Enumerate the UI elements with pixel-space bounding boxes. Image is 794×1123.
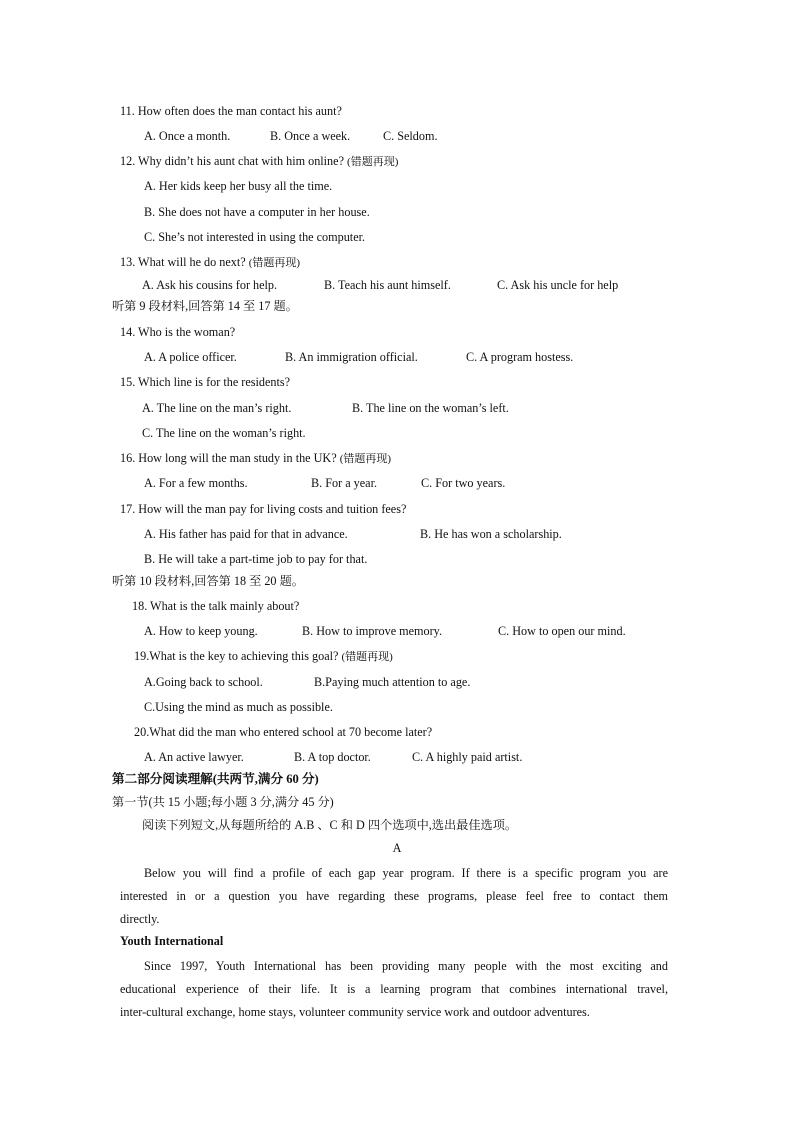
q18-option-b: B. How to improve memory.: [302, 624, 443, 638]
part-2-title: 第二部分阅读理解(共两节,满分 60 分): [112, 772, 319, 786]
q17-option-a: A. His father has paid for that in advance.: [144, 527, 348, 541]
q13-stem: 13. What will he do next?: [120, 255, 246, 269]
q19-option-c: C.Using the mind as much as possible.: [144, 700, 333, 714]
q16-option-a: A. For a few months.: [144, 476, 248, 490]
intro-line-3: directly.: [120, 912, 160, 926]
q13-option-b: B. Teach his aunt himself.: [324, 278, 451, 292]
q12-stem-line: [120, 153, 398, 170]
q20-option-a: A. An active lawyer.: [144, 750, 244, 764]
q12-option-a: A. Her kids keep her busy all the time.: [144, 179, 333, 193]
q19-stem-line: [134, 648, 393, 665]
program-line-1: Since 1997, Youth International has been providing many people with the most exciting and: [144, 959, 668, 973]
q12-stem: 12. Why didn’t his aunt chat with him online?: [120, 154, 344, 168]
q18-stem: 18. What is the talk mainly about?: [132, 599, 300, 613]
q20-option-c: C. A highly paid artist.: [412, 750, 523, 764]
q14-option-b: B. An immigration official.: [285, 350, 418, 364]
q13-option-a: A. Ask his cousins for help.: [142, 278, 278, 292]
q15-stem: 15. Which line is for the residents?: [120, 375, 291, 389]
q19-option-a: A.Going back to school.: [144, 675, 263, 689]
q17-stem: 17. How will the man pay for living costs and tuition fees?: [120, 502, 407, 516]
intro-line-1: Below you will find a profile of each gap year program. If there is a specific program you are: [144, 866, 668, 880]
passage-letter: A: [392, 841, 402, 855]
q20-stem: 20.What did the man who entered school at 70 become later?: [134, 725, 433, 739]
q13-option-c: C. Ask his uncle for help: [497, 278, 619, 292]
reading-instruction: 阅读下列短文,从每题所给的 A.B 、C 和 D 四个选项中,选出最佳选项。: [142, 818, 518, 832]
q14-stem: 14. Who is the woman?: [120, 325, 236, 339]
q12-option-b: B. She does not have a computer in her house.: [144, 205, 370, 219]
q14-option-c: C. A program hostess.: [466, 350, 574, 364]
q13-error-tag: (错题再现): [248, 257, 301, 269]
q16-error-tag: (错题再现): [339, 453, 392, 465]
q11-stem: 11. How often does the man contact his aunt?: [120, 104, 342, 118]
q11-option-a: A. Once a month.: [144, 129, 231, 143]
q11-option-c: C. Seldom.: [383, 129, 438, 143]
q16-option-c: C. For two years.: [421, 476, 506, 490]
program-line-3: inter-cultural exchange, home stays, volunteer community service work and outdoor adventures.: [120, 1005, 590, 1019]
q20-option-b: B. A top doctor.: [294, 750, 371, 764]
q17-option-c: B. He will take a part-time job to pay for that.: [144, 552, 368, 566]
program-title: Youth International: [120, 934, 224, 948]
q19-option-b: B.Paying much attention to age.: [314, 675, 471, 689]
program-line-2: educational experience of their life. It is a learning program that combines international travel,: [120, 982, 668, 996]
q12-option-c: C. She’s not interested in using the computer.: [144, 230, 366, 244]
q16-stem-line: [120, 450, 391, 467]
section-9-heading: 听第 9 段材料,回答第 14 至 17 题。: [112, 299, 298, 313]
q18-option-a: A. How to keep young.: [144, 624, 258, 638]
q15-option-c: C. The line on the woman’s right.: [142, 426, 306, 440]
q14-option-a: A. A police officer.: [144, 350, 237, 364]
q19-error-tag: (错题再现): [341, 651, 393, 663]
q18-option-c: C. How to open our mind.: [498, 624, 626, 638]
q16-stem: 16. How long will the man study in the UK?: [120, 451, 337, 465]
q13-stem-line: [120, 254, 300, 271]
intro-line-2: interested in or a question you have regarding these programs, please feel free to contact them: [120, 889, 668, 903]
q12-error-tag: (错题再现): [347, 156, 399, 168]
q19-stem: 19.What is the key to achieving this goal?: [134, 649, 339, 663]
q15-option-b: B. The line on the woman’s left.: [352, 401, 509, 415]
q11-option-b: B. Once a week.: [270, 129, 351, 143]
q16-option-b: B. For a year.: [311, 476, 378, 490]
q17-option-b: B. He has won a scholarship.: [420, 527, 562, 541]
section-1-heading: 第一节(共 15 小题;每小题 3 分,满分 45 分): [112, 795, 334, 809]
section-10-heading: 听第 10 段材料,回答第 18 至 20 题。: [112, 574, 304, 588]
q15-option-a: A. The line on the man’s right.: [142, 401, 292, 415]
